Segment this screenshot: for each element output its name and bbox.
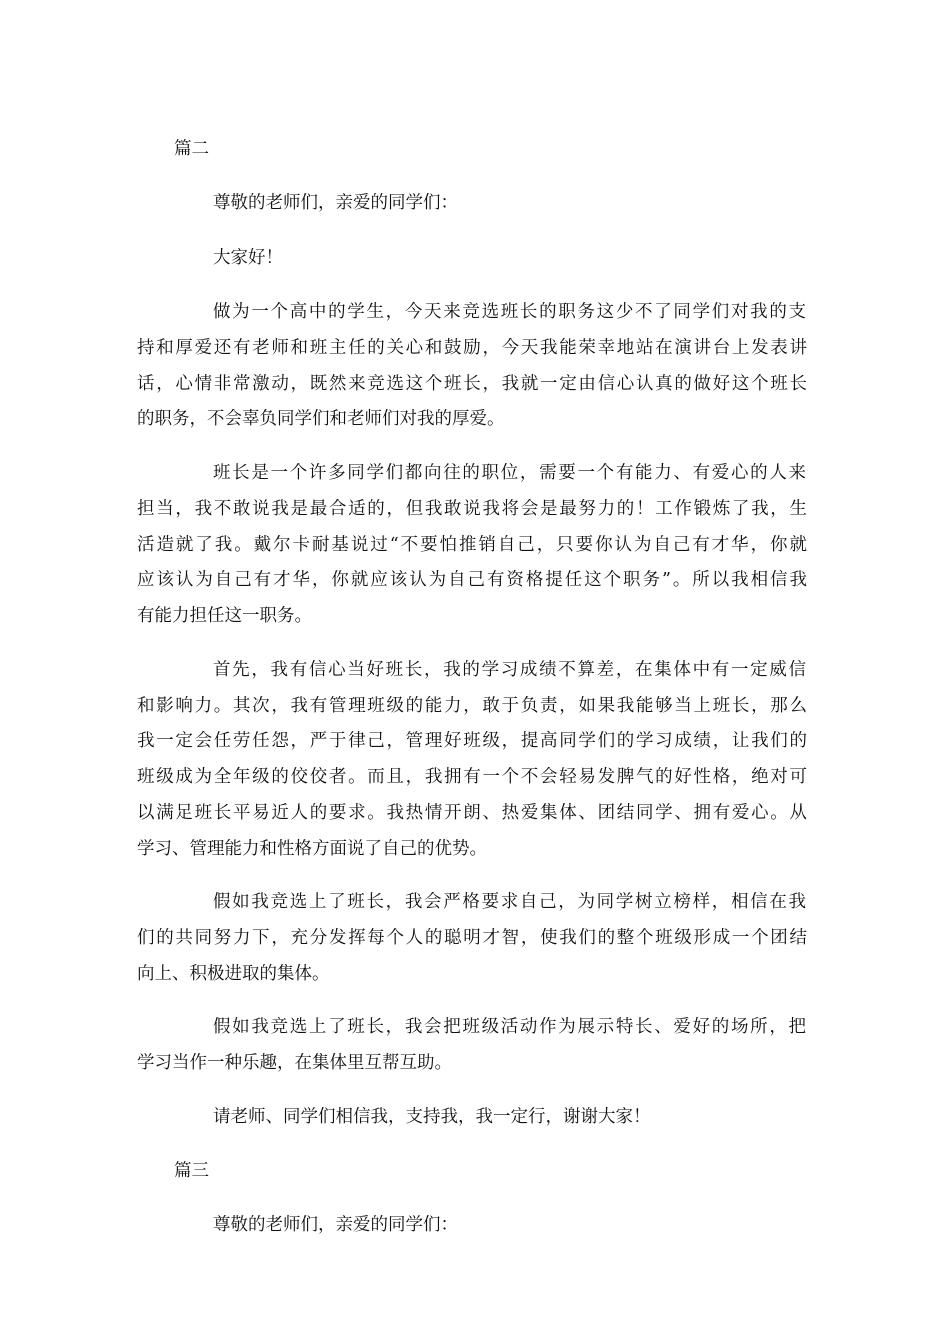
closing-line: 请老师、同学们相信我，支持我，我一定行，谢谢大家！ (213, 1107, 651, 1127)
paragraph-line: 首先，我有信心当好班长，我的学习成绩不算差，在集体中有一定威信 (213, 660, 806, 680)
paragraph-line: 学习、管理能力和性格方面说了自己的优势。 (137, 839, 487, 859)
paragraph-line: 持和厚爱还有老师和班主任的关心和鼓励，今天我能荣幸地站在演讲台上发表讲 (137, 338, 807, 358)
paragraph-line: 班长是一个许多同学们都向往的职位，需要一个有能力、有爱心的人来 (213, 463, 806, 483)
greeting: 大家好！ (213, 248, 283, 268)
paragraph-line: 做为一个高中的学生，今天来竞选班长的职务这少不了同学们对我的支 (213, 302, 806, 322)
paragraph-line: 和影响力。其次，我有管理班级的能力，敢于负责，如果我能够当上班长，那么 (137, 696, 807, 716)
paragraph-line: 们的共同努力下，充分发挥每个人的聪明才智，使我们的整个班级形成一个团结 (137, 928, 807, 948)
paragraph-line: 话，心情非常激动，既然来竞选这个班长，我就一定由信心认真的做好这个班长 (137, 374, 807, 394)
paragraph-line: 班级成为全年级的佼佼者。而且，我拥有一个不会轻易发脾气的好性格，绝对可 (137, 767, 807, 787)
section-heading: 篇二 (174, 139, 209, 159)
paragraph-line: 假如我竞选上了班长，我会把班级活动作为展示特长、爱好的场所，把 (213, 1017, 806, 1037)
salutation: 尊敬的老师们，亲爱的同学们： (213, 1215, 458, 1235)
paragraph-line: 有能力担任这一职务。 (137, 606, 312, 626)
paragraph-line: 应该认为自己有才华，你就应该认为自己有资格提任这个职务”。所以我相信我 (137, 570, 807, 590)
paragraph-line: 活造就了我。戴尔卡耐基说过“不要怕推销自己，只要你认为自己有才华，你就 (137, 535, 807, 555)
paragraph-line: 向上、积极进取的集体。 (137, 964, 330, 984)
paragraph-line: 假如我竞选上了班长，我会严格要求自己，为同学树立榜样，相信在我 (213, 892, 806, 912)
paragraph-line: 我一定会任劳任怨，严于律己，管理好班级，提高同学们的学习成绩，让我们的 (137, 731, 807, 751)
paragraph-line: 以满足班长平易近人的要求。我热情开朗、热爱集体、团结同学、拥有爱心。从 (137, 803, 807, 823)
paragraph-line: 的职务，不会辜负同学们和老师们对我的厚爱。 (137, 409, 505, 429)
paragraph-line: 担当，我不敢说我是最合适的，但我敢说我将会是最努力的！工作锻炼了我，生 (137, 499, 807, 519)
paragraph-line: 学习当作一种乐趣，在集体里互帮互助。 (137, 1053, 452, 1073)
section-heading: 篇三 (174, 1161, 209, 1181)
salutation: 尊敬的老师们，亲爱的同学们： (213, 193, 458, 213)
